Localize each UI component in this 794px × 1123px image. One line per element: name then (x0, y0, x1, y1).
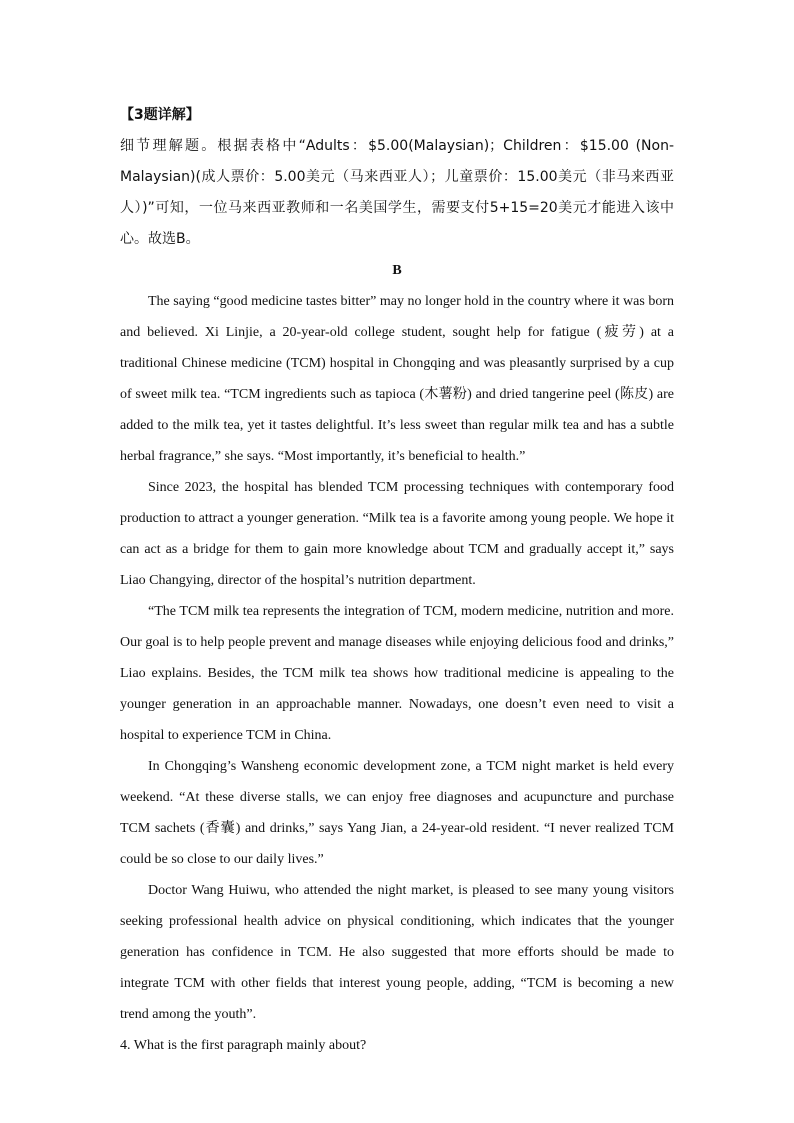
passage-paragraph-2: Since 2023, the hospital has blended TCM processing techniques with contemporary food production to attract a younger generation. “Milk tea is a favorite among young people. We hope it can act as a bridge for them to gain more knowledge about TCM and gradually accept it,” says Liao Changying, director of the hospital’s nutrition department. (120, 480, 674, 588)
passage-paragraph-5: Doctor Wang Huiwu, who attended the night market, is pleased to see many young visitors seeking professional health advice on physical conditioning, which indicates that the younger generation has confidence in TCM. He also suggested that more efforts should be made to integrate TCM with other fields that interest young people, adding, “TCM is becoming a new trend among the youth”. (120, 883, 674, 1022)
passage-paragraph-3: “The TCM milk tea represents the integration of TCM, modern medicine, nutrition and more. Our goal is to help people prevent and manage diseases while enjoying delicious food and drinks,” Liao explains. Besides, the TCM milk tea shows how traditional medicine is appealing to the younger generation in an approachable manner. Nowadays, one doesn’t even need to visit a hospital to experience TCM in China. (120, 604, 674, 743)
analysis-heading: 【3题详解】 (120, 107, 200, 123)
passage-paragraph-1: The saying “good medicine tastes bitter” may no longer hold in the country where it was born and believed. Xi Linjie, a 20-year-old college student, sought help for fatigue (疲劳) at a traditional Chinese medicine (TCM) hospital in Chongqing and was pleasantly surprised by a cup of sweet milk tea. “TCM ingredients such as tapioca (木薯粉) and dried tangerine peel (陈皮) are added to the milk tea, yet it tastes delightful. It’s less sweet than regular milk tea and has a subtle herbal fragrance,” she says. “Most importantly, it’s beneficial to health.” (120, 294, 674, 464)
analysis-text: 细节理解题。根据表格中“Adults：$5.00(Malaysian)；Children：$15.00 (Non-Malaysian)(成人票价：5.00美元（马来西亚人）；儿童票价：15.00美元（非马来西亚人）)”可知，一位马来西亚教师和一名美国学生，需要支付5+15=20美元才能进入该中心。故选B。 (120, 138, 674, 247)
section-label: B (392, 263, 402, 278)
question-4: 4. What is the first paragraph mainly about? (120, 1038, 367, 1053)
document-content (120, 100, 674, 1061)
passage-paragraph-4: In Chongqing’s Wansheng economic development zone, a TCM night market is held every weekend. “At these diverse stalls, we can enjoy free diagnoses and acupuncture and purchase TCM sachets (香囊) and drinks,” says Yang Jian, a 24-year-old resident. “I never realized TCM could be so close to our daily lives.” (120, 759, 674, 867)
